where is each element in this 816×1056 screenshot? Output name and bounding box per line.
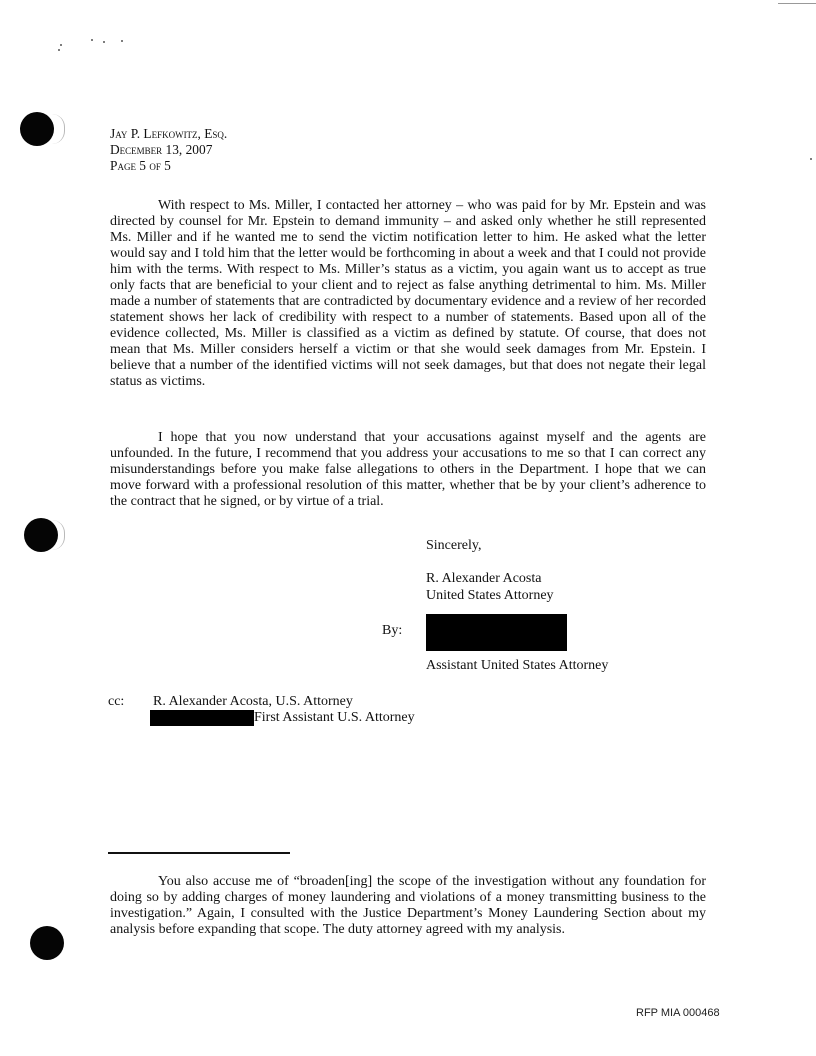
scan-speck [121,40,123,42]
recipient-name: Jay P. Lefkowitz, Esq. [110,126,228,141]
bates-number: RFP MIA 000468 [636,1007,720,1019]
letter-date: December 13, 2007 [110,142,213,157]
scan-edge-line [778,3,816,4]
scan-speck [91,39,93,41]
page-number: Page 5 of 5 [110,158,171,173]
assistant-title: Assistant United States Attorney [426,658,609,673]
body-paragraph-closing: I hope that you now understand that your accusations against myself and the agents are unfounded. In the future, I recommend that you address your accusations to me so that I can correct any misunderstandings before you make false allegations to others in the Department. I hope that we can move forward with a professional resolution of this matter, whether that be by your client’s adherence to the contract that he signed, or by virtue of a trial. [110,430,706,509]
signer-title: United States Attorney [426,588,554,603]
cc-line-1: R. Alexander Acosta, U.S. Attorney [153,694,353,709]
footnote-separator [108,852,290,854]
punch-hole-top [20,112,54,146]
punch-hole-rim [52,114,65,144]
scan-speck [103,41,105,43]
cc-line-2: First Assistant U.S. Attorney [254,710,415,725]
closing-salutation: Sincerely, [426,538,482,553]
redaction-box-signature [426,614,567,651]
letter-header [110,126,227,174]
cc-label: cc: [108,694,125,709]
scan-speck [810,158,812,160]
punch-hole-bottom [30,926,64,960]
footnote-text: You also accuse me of “broaden[ing] the scope of the investigation without any foundation for doing so by adding charges of money laundering and violations of a money transmitting business to the investigation.” Again, I consulted with the Justice Department’s Money Laundering Section about my analysis before expanding that scope. The duty attorney agreed with my analysis. [110,874,706,937]
scan-speck [60,44,62,46]
scan-speck [58,49,60,51]
by-label: By: [382,623,403,638]
redaction-box-cc [150,710,254,726]
signer-name: R. Alexander Acosta [426,571,542,586]
body-paragraph-miller: With respect to Ms. Miller, I contacted her attorney – who was paid for by Mr. Epstein and was directed by counsel for Mr. Epstein to demand immunity – and asked only whether he still represented Ms. Miller and if he wanted me to send the victim notification letter to him. He asked what the letter would say and I told him that the letter would be forthcoming in about a week and that I could not provide him with the terms. With respect to Ms. Miller’s status as a victim, you again want us to accept as true only facts that are beneficial to your client and to reject as false anything detrimental to him. Ms. Miller made a number of statements that are contradicted by documentary evidence and a review of her recorded statement shows her lack of credibility with respect to a number of statements. Based upon all of the evidence collected, Ms. Miller is classified as a victim as defined by statute. Of course, that does not mean that Ms. Miller considers herself a victim or that she would seek damages from Mr. Epstein. I believe that a number of the identified victims will not seek damages, but that does not negate their legal status as victims. [110,198,706,389]
punch-hole-rim [52,520,65,550]
